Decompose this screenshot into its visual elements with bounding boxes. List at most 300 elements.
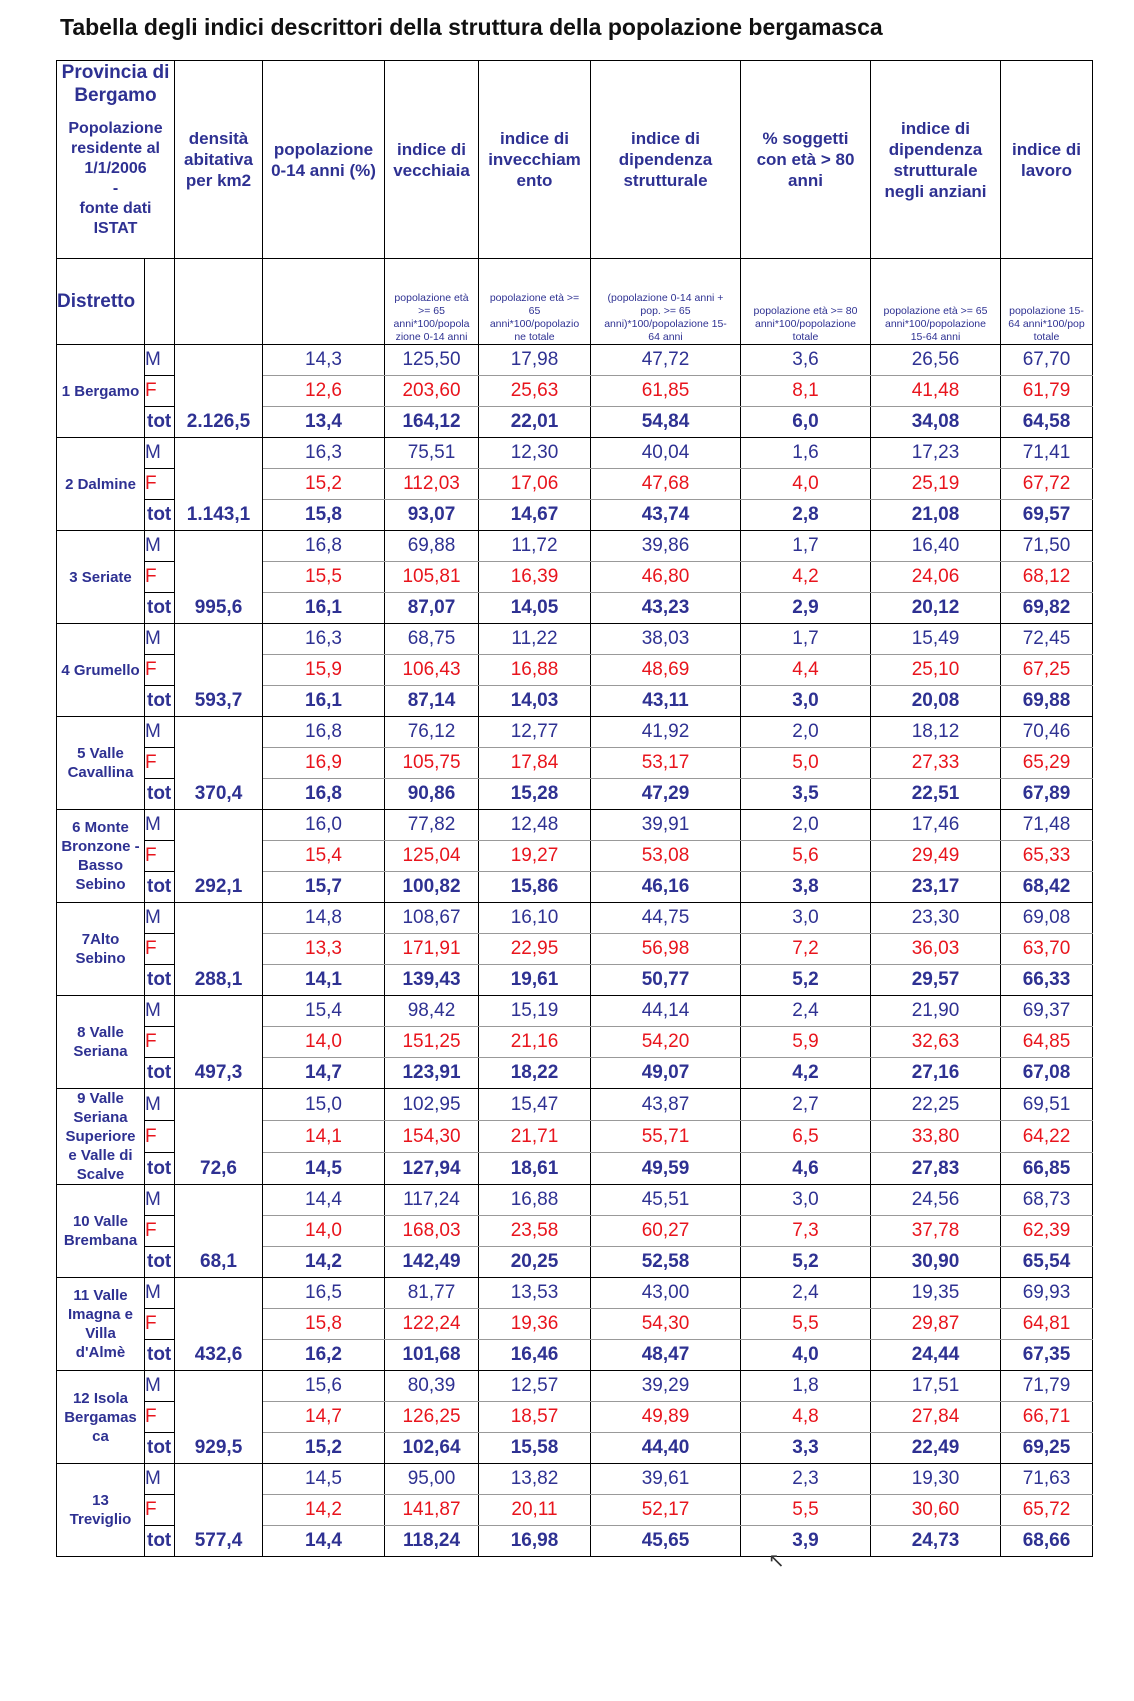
value-dependency-index: 46,80 <box>591 562 741 593</box>
value-labour-index: 62,39 <box>1001 1216 1093 1247</box>
sex-label: F <box>145 376 175 407</box>
sex-label: F <box>145 1495 175 1526</box>
value-elderly-dependency: 27,84 <box>871 1402 1001 1433</box>
value-pop-0-14: 15,6 <box>263 1371 385 1402</box>
value-old-age-index: 102,95 <box>385 1089 479 1121</box>
value-labour-index: 67,70 <box>1001 345 1093 376</box>
value-old-age-index: 122,24 <box>385 1309 479 1340</box>
value-old-age-index: 125,04 <box>385 841 479 872</box>
table-row <box>57 1089 1093 1121</box>
value-pop-0-14: 12,6 <box>263 376 385 407</box>
value-labour-index: 69,93 <box>1001 1278 1093 1309</box>
value-elderly-dependency: 24,56 <box>871 1185 1001 1216</box>
value-labour-index: 63,70 <box>1001 934 1093 965</box>
value-dependency-index: 44,75 <box>591 903 741 934</box>
value-ageing-index: 20,11 <box>479 1495 591 1526</box>
value-labour-index: 61,79 <box>1001 376 1093 407</box>
value-dependency-index: 44,40 <box>591 1433 741 1464</box>
population-source-note: Popolazione residente al 1/1/2006 - fonte dati ISTAT <box>68 120 163 237</box>
value-labour-index: 66,33 <box>1001 965 1093 996</box>
formula-pop-0-14 <box>263 259 385 345</box>
value-labour-index: 66,71 <box>1001 1402 1093 1433</box>
value-pop-0-14: 14,7 <box>263 1402 385 1433</box>
formula-old-age-index: popolazione età >= 65 anni*100/popola zione 0-14 anni <box>385 259 479 345</box>
value-pop-0-14: 16,1 <box>263 686 385 717</box>
value-old-age-index: 95,00 <box>385 1464 479 1495</box>
value-over-80: 5,2 <box>741 965 871 996</box>
table-row <box>57 996 1093 1027</box>
formula-over-80: popolazione età >= 80 anni*100/popolazione totale <box>741 259 871 345</box>
value-labour-index: 65,72 <box>1001 1495 1093 1526</box>
col-header-labour-index: indice di lavoro <box>1001 61 1093 259</box>
value-labour-index: 69,37 <box>1001 996 1093 1027</box>
value-labour-index: 67,25 <box>1001 655 1093 686</box>
density-cell <box>175 1371 263 1464</box>
value-old-age-index: 154,30 <box>385 1121 479 1153</box>
value-ageing-index: 22,95 <box>479 934 591 965</box>
sex-label: F <box>145 1309 175 1340</box>
value-labour-index: 69,88 <box>1001 686 1093 717</box>
value-over-80: 6,5 <box>741 1121 871 1153</box>
value-elderly-dependency: 30,60 <box>871 1495 1001 1526</box>
value-ageing-index: 15,58 <box>479 1433 591 1464</box>
value-ageing-index: 18,57 <box>479 1402 591 1433</box>
col-header-old-age-index: indice di vecchiaia <box>385 61 479 259</box>
value-elderly-dependency: 33,80 <box>871 1121 1001 1153</box>
value-dependency-index: 45,65 <box>591 1526 741 1557</box>
value-ageing-index: 13,53 <box>479 1278 591 1309</box>
value-elderly-dependency: 37,78 <box>871 1216 1001 1247</box>
value-over-80: 1,7 <box>741 624 871 655</box>
value-labour-index: 64,22 <box>1001 1121 1093 1153</box>
value-ageing-index: 18,61 <box>479 1153 591 1185</box>
value-over-80: 5,6 <box>741 841 871 872</box>
value-old-age-index: 168,03 <box>385 1216 479 1247</box>
header-row <box>57 61 1093 259</box>
value-dependency-index: 52,17 <box>591 1495 741 1526</box>
sex-label: M <box>145 996 175 1027</box>
value-labour-index: 69,57 <box>1001 500 1093 531</box>
value-dependency-index: 56,98 <box>591 934 741 965</box>
value-dependency-index: 60,27 <box>591 1216 741 1247</box>
value-over-80: 5,2 <box>741 1247 871 1278</box>
sex-label: F <box>145 841 175 872</box>
value-labour-index: 65,33 <box>1001 841 1093 872</box>
value-pop-0-14: 16,9 <box>263 748 385 779</box>
district-name: 4 Grumello <box>57 624 145 717</box>
value-elderly-dependency: 23,30 <box>871 903 1001 934</box>
value-elderly-dependency: 27,83 <box>871 1153 1001 1185</box>
value-dependency-index: 45,51 <box>591 1185 741 1216</box>
value-over-80: 1,8 <box>741 1371 871 1402</box>
value-ageing-index: 16,98 <box>479 1526 591 1557</box>
value-dependency-index: 61,85 <box>591 376 741 407</box>
value-labour-index: 69,08 <box>1001 903 1093 934</box>
value-labour-index: 68,12 <box>1001 562 1093 593</box>
value-pop-0-14: 16,3 <box>263 438 385 469</box>
value-elderly-dependency: 25,19 <box>871 469 1001 500</box>
value-dependency-index: 49,89 <box>591 1402 741 1433</box>
value-elderly-dependency: 16,40 <box>871 531 1001 562</box>
formula-ageing-index: popolazione età >= 65 anni*100/popolazio ne totale <box>479 259 591 345</box>
district-name: 13 Treviglio <box>57 1464 145 1557</box>
table-row <box>57 624 1093 655</box>
value-dependency-index: 53,17 <box>591 748 741 779</box>
value-labour-index: 65,29 <box>1001 748 1093 779</box>
value-labour-index: 67,72 <box>1001 469 1093 500</box>
value-labour-index: 69,82 <box>1001 593 1093 624</box>
value-pop-0-14: 16,1 <box>263 593 385 624</box>
value-dependency-index: 39,86 <box>591 531 741 562</box>
value-over-80: 2,0 <box>741 810 871 841</box>
sex-label: M <box>145 1278 175 1309</box>
col-header-ageing-index: indice di invecchiam ento <box>479 61 591 259</box>
value-over-80: 7,2 <box>741 934 871 965</box>
value-pop-0-14: 15,4 <box>263 996 385 1027</box>
value-elderly-dependency: 29,57 <box>871 965 1001 996</box>
sex-label: M <box>145 1371 175 1402</box>
value-pop-0-14: 15,8 <box>263 500 385 531</box>
value-ageing-index: 25,63 <box>479 376 591 407</box>
district-name: 7Alto Sebino <box>57 903 145 996</box>
value-old-age-index: 101,68 <box>385 1340 479 1371</box>
value-old-age-index: 81,77 <box>385 1278 479 1309</box>
district-name: 9 Valle Seriana Superiore e Valle di Scalve <box>57 1089 145 1185</box>
value-labour-index: 71,63 <box>1001 1464 1093 1495</box>
value-pop-0-14: 14,3 <box>263 345 385 376</box>
value-ageing-index: 19,27 <box>479 841 591 872</box>
value-ageing-index: 15,86 <box>479 872 591 903</box>
value-over-80: 3,9 <box>741 1526 871 1557</box>
table-row <box>57 345 1093 376</box>
sex-label: F <box>145 748 175 779</box>
value-ageing-index: 12,57 <box>479 1371 591 1402</box>
value-dependency-index: 49,59 <box>591 1153 741 1185</box>
value-old-age-index: 151,25 <box>385 1027 479 1058</box>
value-ageing-index: 22,01 <box>479 407 591 438</box>
value-pop-0-14: 15,4 <box>263 841 385 872</box>
value-dependency-index: 46,16 <box>591 872 741 903</box>
value-dependency-index: 54,20 <box>591 1027 741 1058</box>
value-elderly-dependency: 32,63 <box>871 1027 1001 1058</box>
value-over-80: 4,2 <box>741 1058 871 1089</box>
value-old-age-index: 98,42 <box>385 996 479 1027</box>
sex-label: tot <box>145 1247 175 1278</box>
value-ageing-index: 14,03 <box>479 686 591 717</box>
value-ageing-index: 12,30 <box>479 438 591 469</box>
value-labour-index: 70,46 <box>1001 717 1093 748</box>
value-elderly-dependency: 24,06 <box>871 562 1001 593</box>
value-pop-0-14: 14,0 <box>263 1027 385 1058</box>
value-over-80: 5,5 <box>741 1495 871 1526</box>
density-cell <box>175 624 263 717</box>
value-dependency-index: 53,08 <box>591 841 741 872</box>
value-pop-0-14: 13,4 <box>263 407 385 438</box>
value-pop-0-14: 16,8 <box>263 717 385 748</box>
value-over-80: 2,7 <box>741 1089 871 1121</box>
value-elderly-dependency: 20,08 <box>871 686 1001 717</box>
sex-label: F <box>145 562 175 593</box>
value-over-80: 5,5 <box>741 1309 871 1340</box>
value-dependency-index: 43,23 <box>591 593 741 624</box>
formula-labour-index: popolazione 15- 64 anni*100/pop totale <box>1001 259 1093 345</box>
value-pop-0-14: 15,8 <box>263 1309 385 1340</box>
value-elderly-dependency: 19,30 <box>871 1464 1001 1495</box>
density-value: 68,1 <box>200 1251 237 1272</box>
density-cell <box>175 810 263 903</box>
value-pop-0-14: 16,8 <box>263 531 385 562</box>
value-ageing-index: 14,05 <box>479 593 591 624</box>
value-over-80: 2,9 <box>741 593 871 624</box>
value-old-age-index: 68,75 <box>385 624 479 655</box>
sex-label: F <box>145 1402 175 1433</box>
value-labour-index: 64,58 <box>1001 407 1093 438</box>
value-labour-index: 65,54 <box>1001 1247 1093 1278</box>
value-ageing-index: 16,10 <box>479 903 591 934</box>
value-labour-index: 64,85 <box>1001 1027 1093 1058</box>
value-ageing-index: 14,67 <box>479 500 591 531</box>
sex-label: tot <box>145 1153 175 1185</box>
value-elderly-dependency: 19,35 <box>871 1278 1001 1309</box>
value-pop-0-14: 14,5 <box>263 1464 385 1495</box>
value-over-80: 6,0 <box>741 407 871 438</box>
sex-label: tot <box>145 500 175 531</box>
value-old-age-index: 100,82 <box>385 872 479 903</box>
density-value: 593,7 <box>194 690 243 711</box>
density-value: 497,3 <box>194 1062 243 1083</box>
table-row <box>57 810 1093 841</box>
density-value: 929,5 <box>194 1437 243 1458</box>
value-elderly-dependency: 30,90 <box>871 1247 1001 1278</box>
value-pop-0-14: 15,2 <box>263 1433 385 1464</box>
value-dependency-index: 43,74 <box>591 500 741 531</box>
density-value: 288,1 <box>194 969 243 990</box>
value-pop-0-14: 16,8 <box>263 779 385 810</box>
value-dependency-index: 48,69 <box>591 655 741 686</box>
value-over-80: 3,0 <box>741 903 871 934</box>
value-old-age-index: 126,25 <box>385 1402 479 1433</box>
value-over-80: 4,8 <box>741 1402 871 1433</box>
value-dependency-index: 43,11 <box>591 686 741 717</box>
value-old-age-index: 118,24 <box>385 1526 479 1557</box>
value-dependency-index: 47,68 <box>591 469 741 500</box>
value-over-80: 4,0 <box>741 1340 871 1371</box>
sex-label: M <box>145 810 175 841</box>
density-cell <box>175 717 263 810</box>
value-ageing-index: 16,88 <box>479 1185 591 1216</box>
value-elderly-dependency: 29,87 <box>871 1309 1001 1340</box>
value-dependency-index: 49,07 <box>591 1058 741 1089</box>
value-old-age-index: 142,49 <box>385 1247 479 1278</box>
mouse-pointer-icon: ↖ <box>768 1550 785 1572</box>
value-pop-0-14: 15,7 <box>263 872 385 903</box>
province-name: Provincia di Bergamo <box>61 62 170 106</box>
value-ageing-index: 23,58 <box>479 1216 591 1247</box>
value-old-age-index: 93,07 <box>385 500 479 531</box>
density-value: 577,4 <box>194 1530 243 1551</box>
col-header-over-80: % soggetti con età > 80 anni <box>741 61 871 259</box>
value-ageing-index: 15,19 <box>479 996 591 1027</box>
value-over-80: 2,4 <box>741 1278 871 1309</box>
value-pop-0-14: 14,4 <box>263 1526 385 1557</box>
value-old-age-index: 105,75 <box>385 748 479 779</box>
value-old-age-index: 77,82 <box>385 810 479 841</box>
value-over-80: 5,0 <box>741 748 871 779</box>
sex-label: M <box>145 624 175 655</box>
value-old-age-index: 80,39 <box>385 1371 479 1402</box>
formula-density <box>175 259 263 345</box>
value-labour-index: 69,51 <box>1001 1089 1093 1121</box>
value-old-age-index: 112,03 <box>385 469 479 500</box>
value-elderly-dependency: 27,16 <box>871 1058 1001 1089</box>
value-over-80: 4,6 <box>741 1153 871 1185</box>
value-labour-index: 68,73 <box>1001 1185 1093 1216</box>
district-name: 6 Monte Bronzone - Basso Sebino <box>57 810 145 903</box>
density-cell <box>175 996 263 1089</box>
value-ageing-index: 12,77 <box>479 717 591 748</box>
value-ageing-index: 15,47 <box>479 1089 591 1121</box>
sex-label: F <box>145 934 175 965</box>
value-dependency-index: 40,04 <box>591 438 741 469</box>
value-elderly-dependency: 24,44 <box>871 1340 1001 1371</box>
sex-label: M <box>145 1464 175 1495</box>
value-elderly-dependency: 18,12 <box>871 717 1001 748</box>
density-cell <box>175 1278 263 1371</box>
sex-label: M <box>145 345 175 376</box>
value-pop-0-14: 16,3 <box>263 624 385 655</box>
value-elderly-dependency: 36,03 <box>871 934 1001 965</box>
value-ageing-index: 17,84 <box>479 748 591 779</box>
density-cell <box>175 1464 263 1557</box>
value-over-80: 3,6 <box>741 345 871 376</box>
value-ageing-index: 16,39 <box>479 562 591 593</box>
value-labour-index: 69,25 <box>1001 1433 1093 1464</box>
value-labour-index: 67,89 <box>1001 779 1093 810</box>
value-ageing-index: 19,61 <box>479 965 591 996</box>
value-dependency-index: 48,47 <box>591 1340 741 1371</box>
density-value: 2.126,5 <box>186 411 251 432</box>
value-pop-0-14: 13,3 <box>263 934 385 965</box>
value-over-80: 2,8 <box>741 500 871 531</box>
sex-label: M <box>145 1185 175 1216</box>
value-ageing-index: 17,98 <box>479 345 591 376</box>
value-elderly-dependency: 29,49 <box>871 841 1001 872</box>
value-elderly-dependency: 21,08 <box>871 500 1001 531</box>
value-old-age-index: 171,91 <box>385 934 479 965</box>
value-elderly-dependency: 24,73 <box>871 1526 1001 1557</box>
value-ageing-index: 11,72 <box>479 531 591 562</box>
sex-label: F <box>145 655 175 686</box>
value-dependency-index: 39,29 <box>591 1371 741 1402</box>
value-over-80: 1,7 <box>741 531 871 562</box>
value-elderly-dependency: 17,46 <box>871 810 1001 841</box>
density-cell <box>175 438 263 531</box>
value-elderly-dependency: 22,49 <box>871 1433 1001 1464</box>
value-dependency-index: 39,91 <box>591 810 741 841</box>
value-over-80: 3,0 <box>741 1185 871 1216</box>
sex-label: M <box>145 717 175 748</box>
value-dependency-index: 52,58 <box>591 1247 741 1278</box>
value-elderly-dependency: 23,17 <box>871 872 1001 903</box>
value-elderly-dependency: 22,51 <box>871 779 1001 810</box>
value-old-age-index: 75,51 <box>385 438 479 469</box>
density-value: 72,6 <box>200 1158 237 1179</box>
province-header <box>57 61 175 259</box>
value-labour-index: 64,81 <box>1001 1309 1093 1340</box>
density-cell <box>175 531 263 624</box>
value-pop-0-14: 14,5 <box>263 1153 385 1185</box>
density-value: 995,6 <box>194 597 243 618</box>
value-old-age-index: 106,43 <box>385 655 479 686</box>
formula-dependency-index: (popolazione 0-14 anni + pop. >= 65 anni)*100/popolazione 15- 64 anni <box>591 259 741 345</box>
sex-label: tot <box>145 872 175 903</box>
formula-row <box>57 259 1093 345</box>
district-name: 3 Seriate <box>57 531 145 624</box>
sex-label: tot <box>145 965 175 996</box>
value-labour-index: 66,85 <box>1001 1153 1093 1185</box>
value-ageing-index: 15,28 <box>479 779 591 810</box>
value-elderly-dependency: 27,33 <box>871 748 1001 779</box>
sex-label: M <box>145 531 175 562</box>
sex-label: tot <box>145 1058 175 1089</box>
value-old-age-index: 90,86 <box>385 779 479 810</box>
sex-label: tot <box>145 593 175 624</box>
value-over-80: 7,3 <box>741 1216 871 1247</box>
value-dependency-index: 55,71 <box>591 1121 741 1153</box>
sex-label: F <box>145 469 175 500</box>
district-name: 2 Dalmine <box>57 438 145 531</box>
value-dependency-index: 39,61 <box>591 1464 741 1495</box>
value-pop-0-14: 16,2 <box>263 1340 385 1371</box>
sex-label: tot <box>145 779 175 810</box>
value-dependency-index: 50,77 <box>591 965 741 996</box>
sex-label: F <box>145 1027 175 1058</box>
value-pop-0-14: 14,1 <box>263 1121 385 1153</box>
distretto-header: Distretto <box>57 259 145 345</box>
value-dependency-index: 38,03 <box>591 624 741 655</box>
value-labour-index: 68,42 <box>1001 872 1093 903</box>
value-old-age-index: 127,94 <box>385 1153 479 1185</box>
value-old-age-index: 105,81 <box>385 562 479 593</box>
value-over-80: 2,0 <box>741 717 871 748</box>
value-labour-index: 68,66 <box>1001 1526 1093 1557</box>
value-pop-0-14: 15,9 <box>263 655 385 686</box>
value-labour-index: 67,35 <box>1001 1340 1093 1371</box>
sex-label: F <box>145 1121 175 1153</box>
district-name: 12 Isola Bergamas ca <box>57 1371 145 1464</box>
value-pop-0-14: 14,2 <box>263 1495 385 1526</box>
col-header-pop-0-14: popolazione 0-14 anni (%) <box>263 61 385 259</box>
formula-elderly-dependency: popolazione età >= 65 anni*100/popolazione 15-64 anni <box>871 259 1001 345</box>
value-ageing-index: 16,88 <box>479 655 591 686</box>
value-old-age-index: 123,91 <box>385 1058 479 1089</box>
sex-label: M <box>145 438 175 469</box>
value-old-age-index: 87,14 <box>385 686 479 717</box>
value-old-age-index: 102,64 <box>385 1433 479 1464</box>
value-dependency-index: 41,92 <box>591 717 741 748</box>
sex-label: tot <box>145 686 175 717</box>
density-cell <box>175 1185 263 1278</box>
value-elderly-dependency: 26,56 <box>871 345 1001 376</box>
value-ageing-index: 16,46 <box>479 1340 591 1371</box>
district-name: 1 Bergamo <box>57 345 145 438</box>
density-cell <box>175 1089 263 1185</box>
value-over-80: 8,1 <box>741 376 871 407</box>
value-ageing-index: 21,16 <box>479 1027 591 1058</box>
table-row <box>57 438 1093 469</box>
sex-label: M <box>145 1089 175 1121</box>
value-old-age-index: 108,67 <box>385 903 479 934</box>
